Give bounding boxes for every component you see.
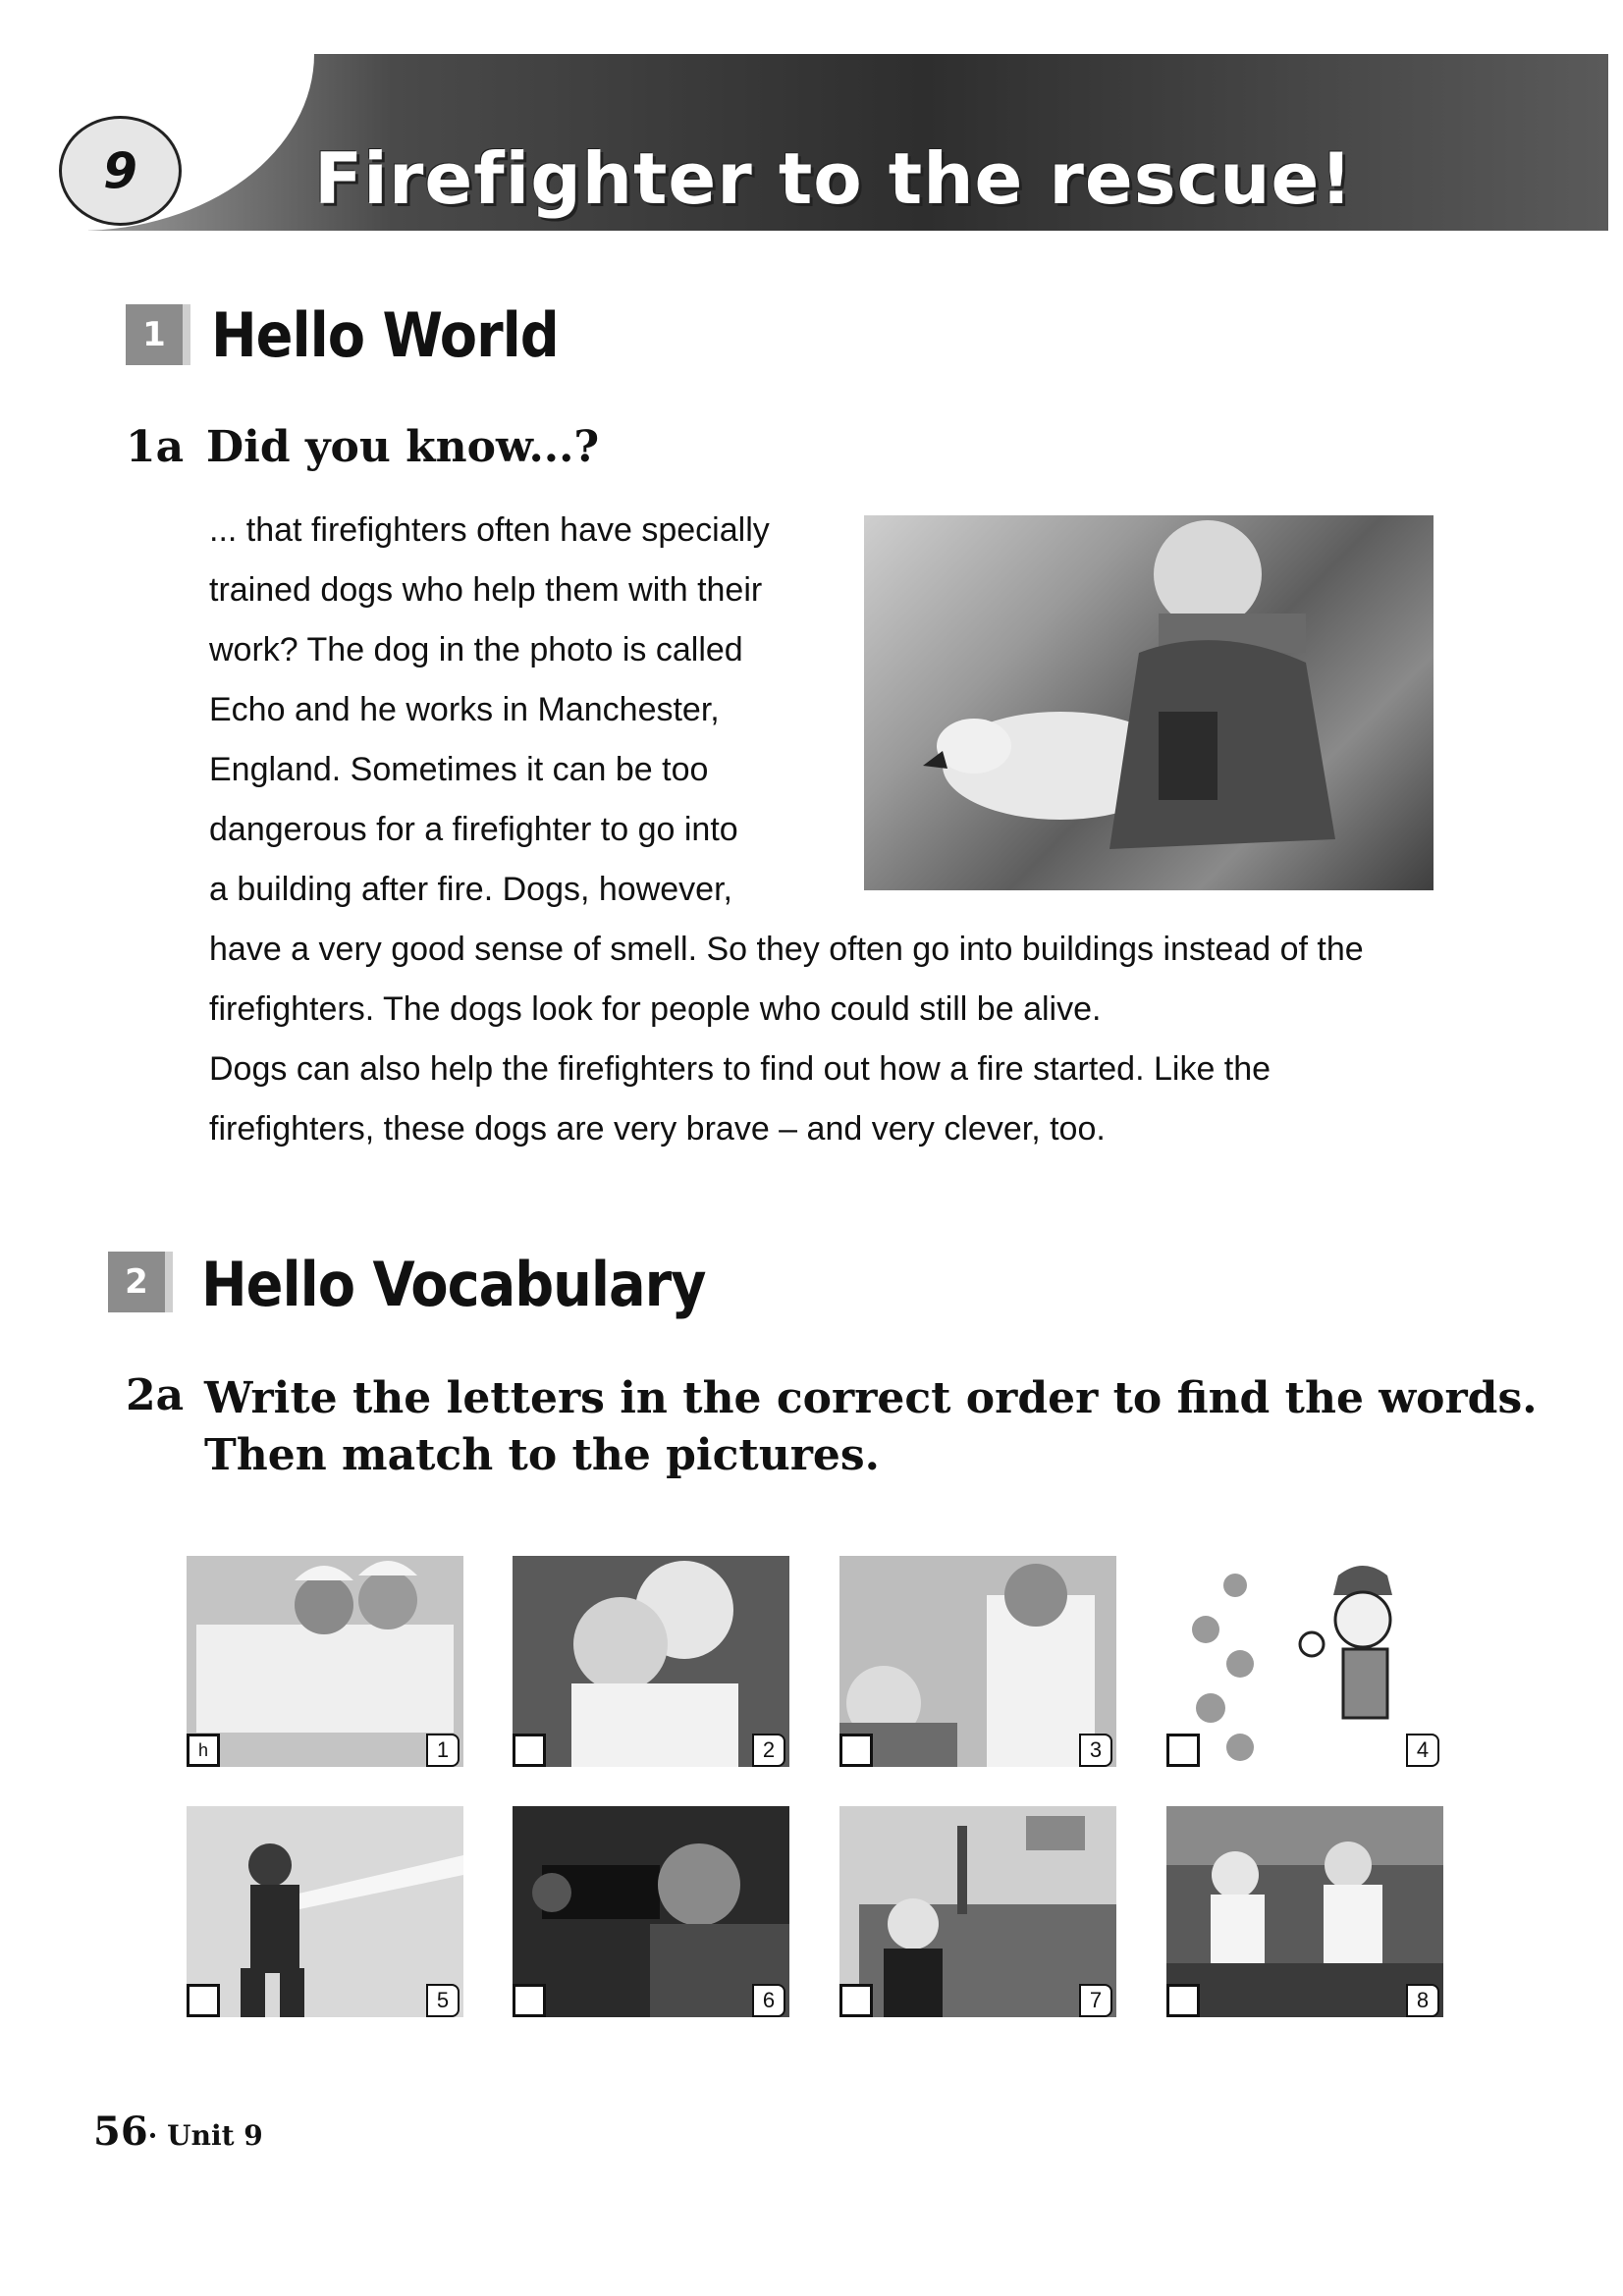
reading-line: Echo and he works in Manchester, bbox=[209, 691, 720, 728]
picture-8-chefs bbox=[1166, 1806, 1443, 2017]
unit-number-badge: 9 bbox=[59, 116, 182, 226]
dentist-illustration bbox=[839, 1556, 1116, 1767]
picture-4-detective bbox=[1166, 1556, 1443, 1767]
firefighter-dog-photo bbox=[864, 515, 1434, 890]
answer-box-4[interactable] bbox=[1166, 1734, 1200, 1767]
reading-line: Dogs can also help the firefighters to find out how a fire started. Like the bbox=[209, 1050, 1271, 1088]
answer-box-3[interactable] bbox=[839, 1734, 873, 1767]
reading-line: firefighters. The dogs look for people who could still be alive. bbox=[209, 990, 1102, 1028]
reading-line: work? The dog in the photo is called bbox=[209, 631, 743, 668]
exercise-title-1a: Did you know...? bbox=[206, 422, 600, 472]
reading-line: have a very good sense of smell. So they often go into buildings instead of the bbox=[209, 931, 1364, 968]
section-number-2: 2 bbox=[108, 1252, 173, 1312]
answer-box-1[interactable]: h bbox=[187, 1734, 220, 1767]
exercise-label-2a: 2a bbox=[126, 1370, 185, 1420]
picture-6-cameraman bbox=[513, 1806, 789, 2017]
page-footer bbox=[93, 2109, 263, 2155]
sailor-ship-illustration bbox=[839, 1806, 1116, 2017]
answer-box-5[interactable] bbox=[187, 1984, 220, 2017]
picture-1-engineers bbox=[187, 1556, 463, 1767]
detective-illustration bbox=[1166, 1556, 1443, 1767]
engineers-illustration bbox=[187, 1556, 463, 1767]
picture-7-sailor bbox=[839, 1806, 1116, 2017]
picture-number-3: 3 bbox=[1079, 1734, 1112, 1767]
reading-text-narrow bbox=[209, 501, 838, 920]
section-title-hello-vocabulary: Hello Vocabulary bbox=[201, 1249, 706, 1320]
picture-number-4: 4 bbox=[1406, 1734, 1439, 1767]
firefighter-hose-illustration bbox=[187, 1806, 463, 2017]
section-title-hello-world: Hello World bbox=[211, 299, 559, 371]
footer-unit-label: · Unit 9 bbox=[147, 2119, 263, 2152]
instruction-line: Write the letters in the correct order to find the words. bbox=[204, 1373, 1538, 1423]
page-number: 56 bbox=[93, 2109, 148, 2155]
answer-box-6[interactable] bbox=[513, 1984, 546, 2017]
picture-number-1: 1 bbox=[426, 1734, 460, 1767]
reading-text-wide bbox=[209, 920, 1486, 1159]
instruction-line: Then match to the pictures. bbox=[204, 1430, 880, 1480]
answer-box-8[interactable] bbox=[1166, 1984, 1200, 2017]
answer-box-2[interactable] bbox=[513, 1734, 546, 1767]
cameraman-illustration bbox=[513, 1806, 789, 2017]
section-number-1: 1 bbox=[126, 304, 190, 365]
reading-line: England. Sometimes it can be too bbox=[209, 751, 709, 788]
reading-line: a building after fire. Dogs, however, bbox=[209, 871, 732, 908]
picture-number-2: 2 bbox=[752, 1734, 785, 1767]
picture-number-6: 6 bbox=[752, 1984, 785, 2017]
unit-title: Firefighter to the rescue! bbox=[314, 137, 1354, 220]
mother-child-illustration bbox=[513, 1556, 789, 1767]
exercise-label-1a: 1a bbox=[126, 422, 185, 472]
answer-box-7[interactable] bbox=[839, 1984, 873, 2017]
firefighter-dog-illustration bbox=[864, 515, 1434, 890]
reading-line: ... that firefighters often have specially bbox=[209, 511, 770, 549]
picture-2-mother-child bbox=[513, 1556, 789, 1767]
picture-3-dentist bbox=[839, 1556, 1116, 1767]
reading-line: dangerous for a firefighter to go into bbox=[209, 811, 738, 848]
picture-number-7: 7 bbox=[1079, 1984, 1112, 2017]
reading-line: firefighters, these dogs are very brave – and very clever, too. bbox=[209, 1110, 1106, 1148]
chefs-kitchen-illustration bbox=[1166, 1806, 1443, 2017]
picture-5-firefighter bbox=[187, 1806, 463, 2017]
exercise-instruction-2a bbox=[204, 1370, 1559, 1484]
reading-line: trained dogs who help them with their bbox=[209, 571, 763, 609]
picture-number-8: 8 bbox=[1406, 1984, 1439, 2017]
picture-number-5: 5 bbox=[426, 1984, 460, 2017]
